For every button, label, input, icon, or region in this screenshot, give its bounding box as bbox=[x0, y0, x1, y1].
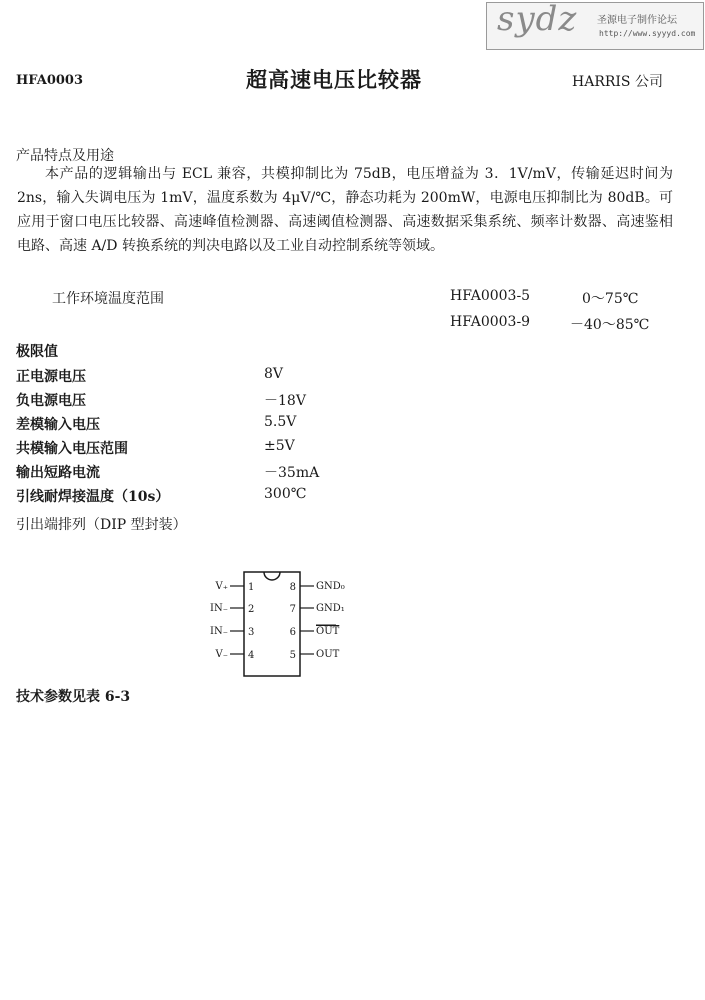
footer-note: 技术参数见表 6-3 bbox=[16, 689, 131, 705]
limit-label: 差模输入电压 bbox=[16, 417, 100, 433]
pin-number: 1 bbox=[248, 582, 255, 593]
watermark-site-name: 圣源电子制作论坛 bbox=[597, 15, 677, 26]
pin-name: GND₁ bbox=[316, 603, 345, 614]
pin-number: 6 bbox=[289, 627, 296, 638]
pinout-heading: 引出端排列（DIP 型封装） bbox=[16, 517, 187, 533]
limit-label: 输出短路电流 bbox=[16, 465, 100, 481]
dip-package-diagram bbox=[200, 568, 360, 680]
watermark bbox=[486, 2, 704, 50]
limit-value: 5.5V bbox=[264, 414, 297, 430]
limit-label: 引线耐焊接温度（10s） bbox=[16, 489, 170, 505]
pin-number: 8 bbox=[289, 582, 296, 593]
limit-value: ±5V bbox=[264, 438, 295, 454]
pin-name: GND₀ bbox=[316, 581, 345, 592]
model-number: HFA0003 bbox=[16, 73, 84, 88]
temp-model: HFA0003-9 bbox=[450, 314, 531, 330]
page-title: 超高速电压比较器 bbox=[246, 67, 422, 92]
pin-number: 4 bbox=[248, 650, 255, 661]
pin-name: IN₋ bbox=[210, 626, 228, 637]
features-description: 本产品的逻辑输出与 ECL 兼容，共模抑制比为 75dB，电压增益为 3．1V/mV，传输延迟时间为 2ns，输入失调电压为 1mV，温度系数为 4μV/℃，静态功耗为 200mW，电源电压抑制比为 80dB。可应用于窗口电压比较器、高速峰值检测器、高速阈值检测器、高速数据采集系统、频率计数器、高速鉴相电路、高速 A/D 转换系统的判决电路以及工业自动控制系统等领域。 bbox=[17, 166, 673, 254]
pin-name: V₋ bbox=[215, 649, 228, 660]
temp-range: －40～85℃ bbox=[570, 317, 650, 333]
limit-label: 正电源电压 bbox=[16, 369, 86, 385]
pin-name: IN₋ bbox=[210, 603, 228, 614]
pin-name: OUT bbox=[316, 626, 340, 637]
temp-range: 0～75℃ bbox=[582, 291, 639, 307]
limits-heading: 极限值 bbox=[16, 344, 58, 360]
pin-name: V₊ bbox=[215, 581, 228, 592]
pin-number: 2 bbox=[248, 604, 255, 615]
temp-model: HFA0003-5 bbox=[450, 288, 531, 304]
pin1-notch bbox=[264, 572, 280, 580]
pin-number: 3 bbox=[248, 627, 255, 638]
pin-number: 7 bbox=[289, 604, 296, 615]
watermark-logo: sydz bbox=[497, 0, 578, 39]
operating-temp-label: 工作环境温度范围 bbox=[52, 291, 164, 307]
limit-value: 300℃ bbox=[264, 486, 307, 502]
features-heading: 产品特点及用途 bbox=[16, 148, 114, 164]
limit-value: －35mA bbox=[264, 465, 320, 481]
pin-number: 5 bbox=[289, 650, 296, 661]
pin-name: OUT bbox=[316, 649, 340, 660]
limit-value: 8V bbox=[264, 366, 284, 382]
limit-label: 负电源电压 bbox=[16, 393, 86, 409]
manufacturer: HARRIS 公司 bbox=[572, 74, 663, 90]
limit-value: －18V bbox=[264, 393, 306, 409]
limit-label: 共模输入电压范围 bbox=[16, 441, 128, 457]
watermark-url: http://www.syyyd.com bbox=[599, 29, 696, 38]
